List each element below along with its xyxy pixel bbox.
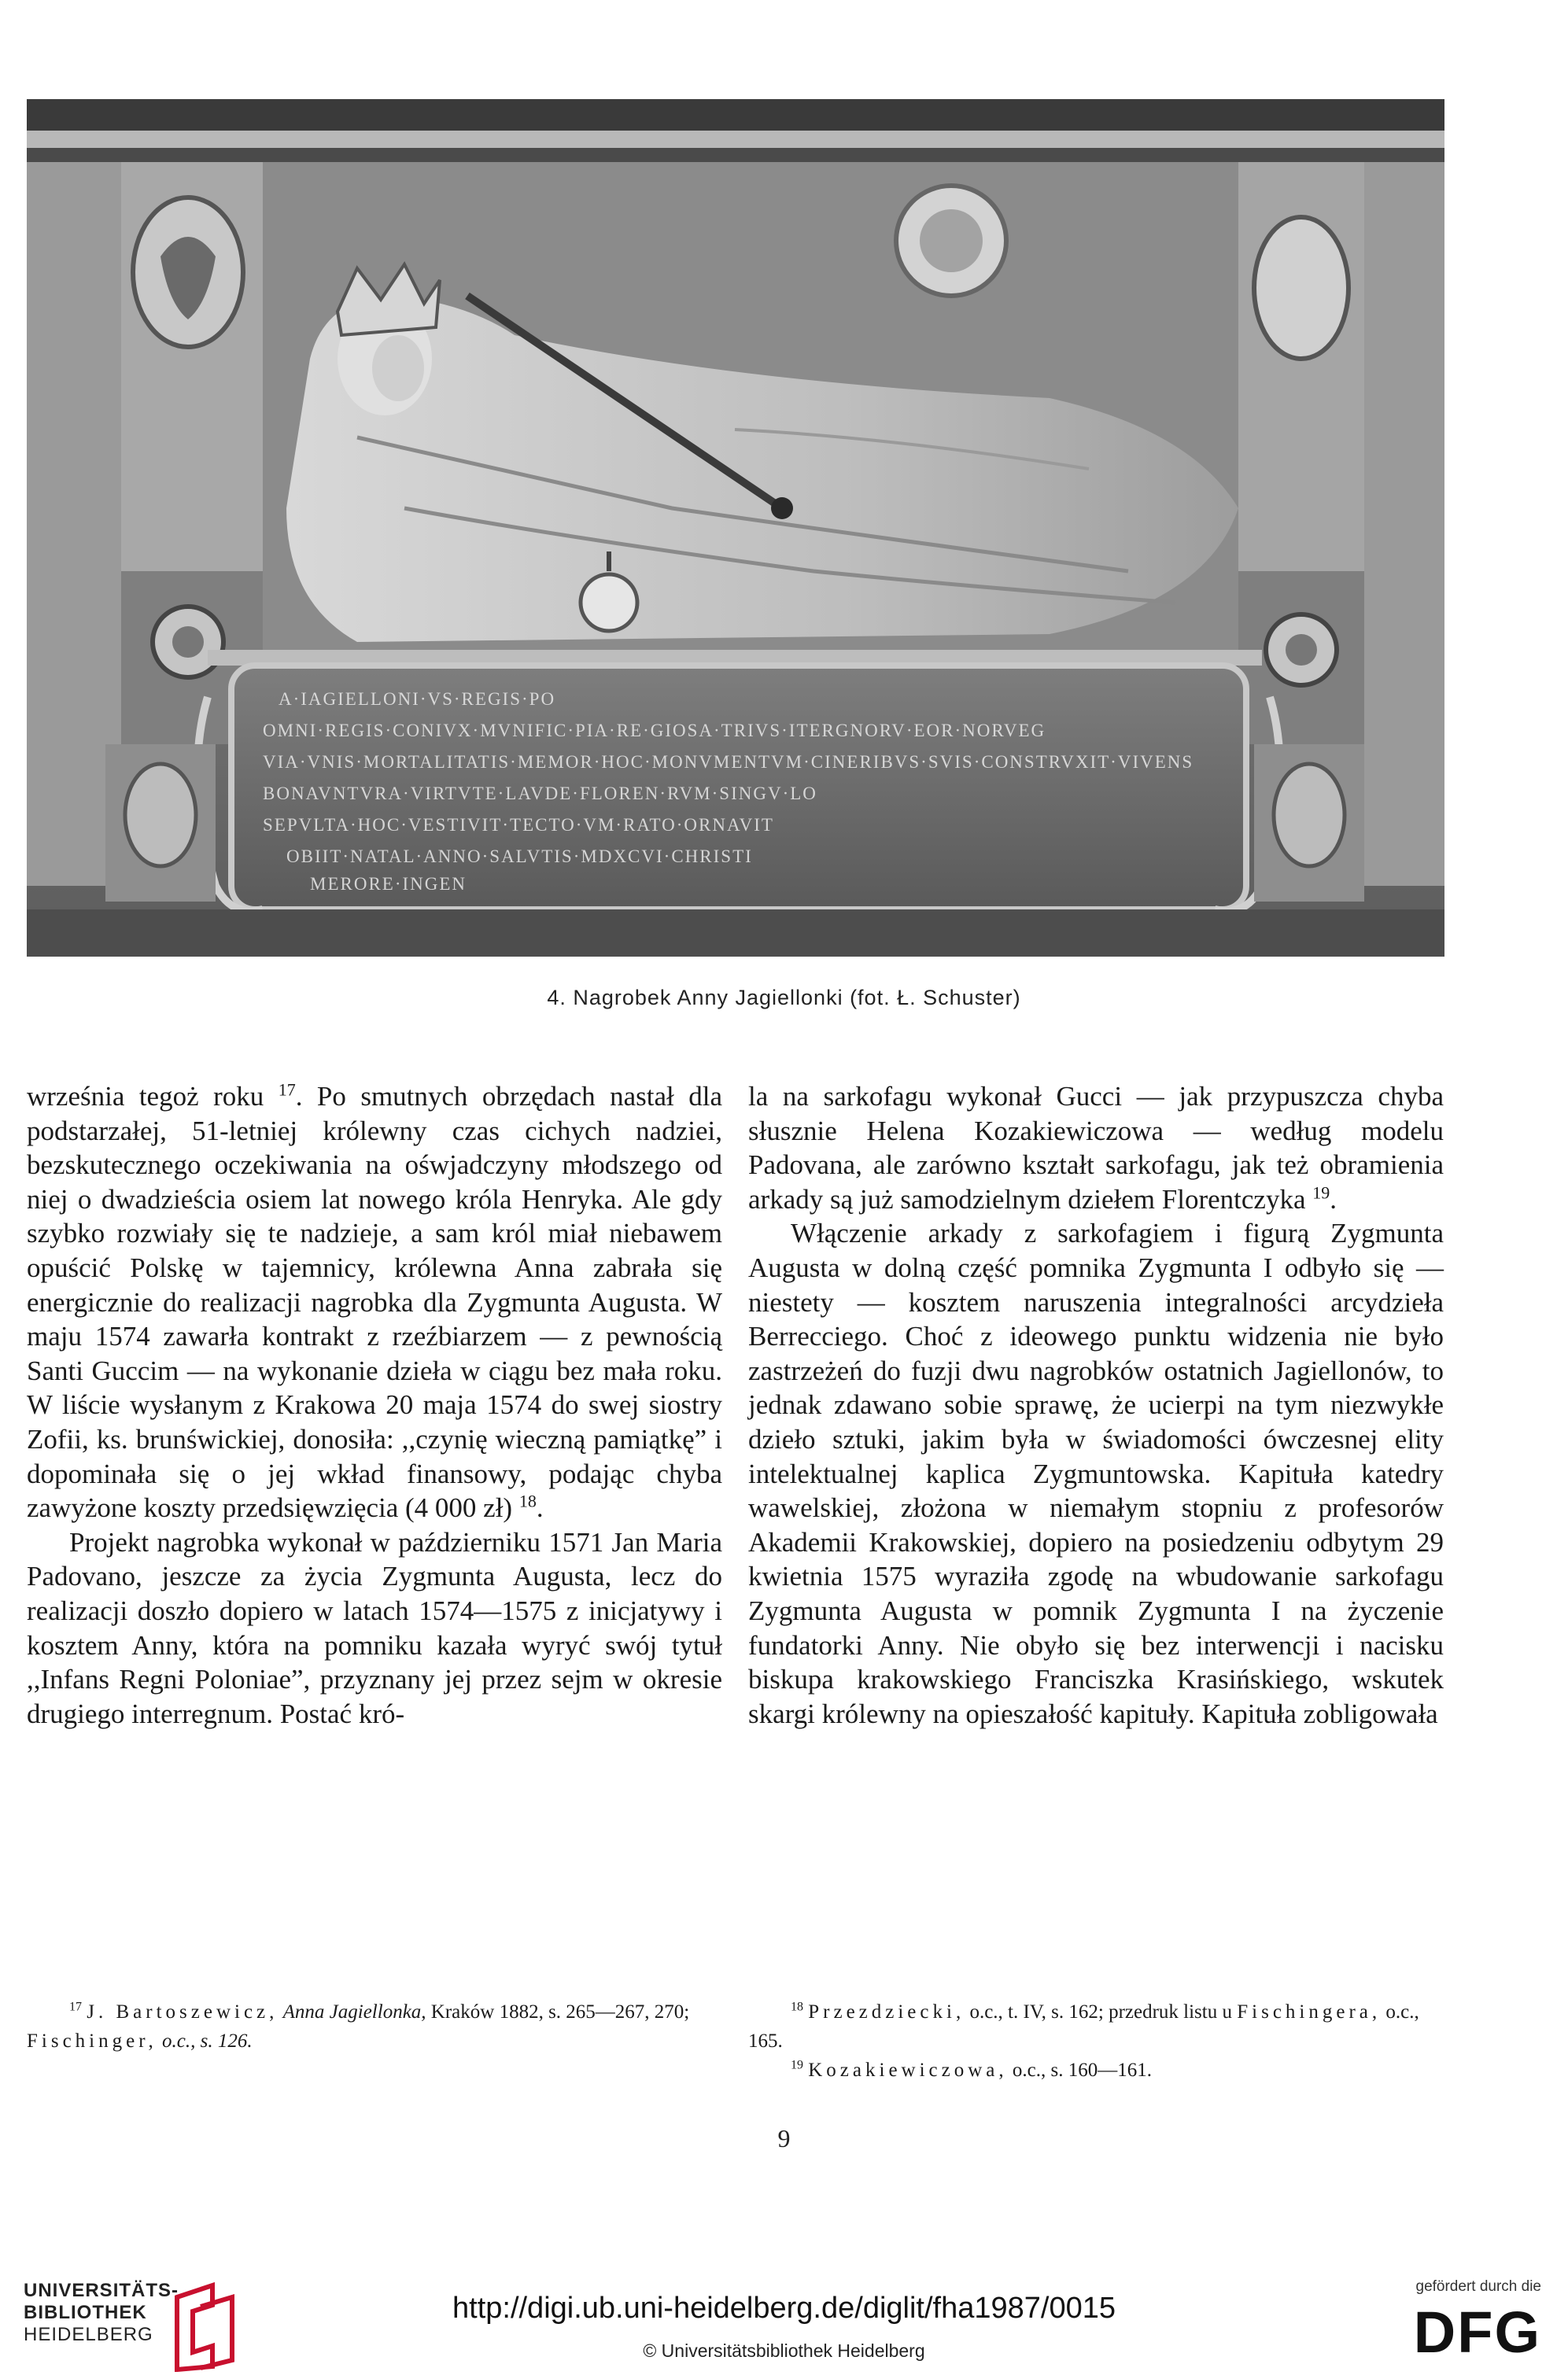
inscription-line-2: OMNI·REGIS·CONIVX·MVNIFIC·PIA·RE·GIOSA·TRIVS·ITERGNORV·EOR·NORVEG — [263, 721, 1046, 740]
footnotes-left — [27, 1997, 722, 2056]
paragraph: Włączenie arkady z sarkofagiem i figurą Zygmunta Augusta w dolną część pomnika Zygmunta I odbyło się — niestety — kosztem naruszenia integralności arcydzieła Berrecciego. Choć z ideowego punktu widzenia nie było zastrzeżeń do fuzji dwu nagrobków ostatnich Jagiellonów, to jednak zdawano sobie sprawę, że ucierpi na tym niezwykłe dzieło sztuki, jakim była w świadomości ówczesnej elity intelektualnej kaplica Zygmuntowska. Kapituła katedry wawelskiej, złożona w niemałym stopniu z profesorów Akademii Krakowskiej, dopiero na posiedzeniu odbytym 29 kwietnia 1575 wyraziła zgodę na wbudowanie sarkofagu Zygmunta Augusta w pomnik Zygmunta I na życzenie fundatorki Anny. Nie obyło się bez interwencji i nacisku biskupa krakowskiego Franciszka Krasińskiego, wskutek skargi królewny na opieszałość kapituły. Kapituła zobligowała — [748, 1218, 1444, 1729]
footnote-author: Fischinger, — [27, 2030, 157, 2052]
footnote-author: Przezdziecki, — [808, 2001, 965, 2023]
body-column-right — [748, 1079, 1444, 1731]
paragraph — [748, 1079, 1444, 1216]
text-run: . — [1330, 1183, 1337, 1215]
paragraph: Projekt nagrobka wykonał w październiku 1571 Jan Maria Padovano, jeszcze za życia Zygmunta Augusta, lecz do realizacji doszło dopiero w latach 1574—1575 z inicjatywy i kosztem Anny, która na pomniku kazała wyryć swój tytuł ,,Infans Regni Poloniae”, przyznany jej przez sejm w okresie drugiego interregnum. Postać kró- — [27, 1526, 722, 1729]
footnote-text: o.c., 165. — [748, 2001, 1419, 2052]
copyright-notice: © Universitätsbibliothek Heidelberg — [643, 2340, 925, 2361]
funding-label: gefördert durch die — [1415, 2278, 1541, 2295]
footnote-title: Anna Jagiellonka, — [282, 2001, 426, 2023]
library-name-line3: HEIDELBERG — [24, 2324, 153, 2345]
footnote-text: o.c., s. 126. — [157, 2030, 253, 2052]
text-run: la na sarkofagu wykonał Gucci — jak przypuszcza chyba słusznie Helena Kozakiewiczowa — według modelu Padovana, ale zarówno kształt sarkofagu, jak też obramienia arkady są już samodzielnym dziełem Florentczyka — [748, 1081, 1444, 1215]
footnote-17 — [27, 1997, 722, 2056]
footnote-ref-17[interactable]: 17 — [278, 1079, 296, 1100]
inscription-line-6: OBIIT·NATAL·ANNO·SALVTIS·MDXCVI·CHRISTI — [286, 846, 753, 866]
inscription-line-5: SEPVLTA·HOC·VESTIVIT·TECTO·VM·RATO·ORNAVIT — [263, 815, 774, 835]
footnote-number: 19 — [791, 2058, 803, 2072]
footnote-text: o.c., s. 160—161. — [1007, 2060, 1152, 2081]
page-number: 9 — [777, 2124, 791, 2152]
library-name-line2: BIBLIOTHEK — [24, 2302, 147, 2323]
figure-caption: 4. Nagrobek Anny Jagiellonki (fot. Ł. Schuster) — [547, 986, 1021, 1009]
dfg-logo-text: DFG — [1413, 2303, 1541, 2357]
footnote-ref-18[interactable]: 18 — [518, 1491, 537, 1511]
footnote-19 — [748, 2056, 1444, 2085]
footnote-ref-19[interactable]: 19 — [1312, 1182, 1330, 1203]
footnote-author: Fischingera, — [1237, 2001, 1382, 2023]
footnote-number: 17 — [69, 2000, 82, 2014]
tomb-photograph — [27, 99, 1444, 957]
paragraph — [27, 1079, 722, 1525]
body-column-left — [27, 1079, 722, 1731]
inscription-line-4: BONAVNTVRA·VIRTVTE·LAVDE·FLOREN·RVM·SINGV·LO — [263, 784, 817, 803]
footnotes-right — [748, 1997, 1444, 2085]
text-run: . Po smutnych obrzędach nastał dla podstarzałej, 51-letniej królewny czas cichych nadziei, bezskutecznego oczekiwania na ośwjadczyny młodszego od niej o dwadzieścia osiem lat nowego króla Henryka. Ale gdy szybko rozwiały się te nadzieje, a sam król miał niebawem opuścić Polskę w tajemnicy, królewna Anna zabrała się energicznie do realizacji nagrobka dla Zygmunta Augusta. W maju 1574 zawarła kontrakt z rzeźbiarzem — z pewnością Santi Guccim — na wykonanie dzieła w ciągu bez mała roku. W liście wysłanym z Krakowa 20 maja 1574 do swej siostry Zofii, ks. brunświckiej, donosiła: ,,czynię wieczną pamiątkę” i dopominała się o jej wkład finansowy, podając chyba zawyżone koszty przedsięwzięcia (4 000 zł) — [27, 1081, 722, 1524]
inscription-line-7: MERORE·INGEN — [310, 874, 467, 894]
tomb-photograph-drawing — [27, 99, 1444, 957]
footnote-18 — [748, 1997, 1444, 2056]
text-run: września tegoż roku — [27, 1081, 279, 1112]
footnote-text: Kraków 1882, s. 265—267, 270; — [426, 2001, 690, 2023]
footnote-author: J. Bartoszewicz, — [87, 2001, 279, 2023]
library-name-line1: UNIVERSITÄTS- — [24, 2280, 179, 2301]
source-url-link[interactable]: http://digi.ub.uni-heidelberg.de/diglit/fha1987/0015 — [452, 2292, 1116, 2325]
footnote-number: 18 — [791, 2000, 803, 2014]
footnote-text: o.c., t. IV, s. 162; przedruk listu u — [965, 2001, 1238, 2023]
inscription-line-1: A·IAGIELLONI·VS·REGIS·PO — [279, 689, 556, 709]
text-run: . — [536, 1492, 544, 1524]
inscription-line-3: VIA·VNIS·MORTALITATIS·MEMOR·HOC·MONVMENTVM·CINERIBVS·SVIS·CONSTRVXIT·VIVENS — [263, 752, 1194, 772]
footnote-author: Kozakiewiczowa, — [808, 2060, 1008, 2081]
dfg-logo-icon — [1372, 2303, 1541, 2357]
